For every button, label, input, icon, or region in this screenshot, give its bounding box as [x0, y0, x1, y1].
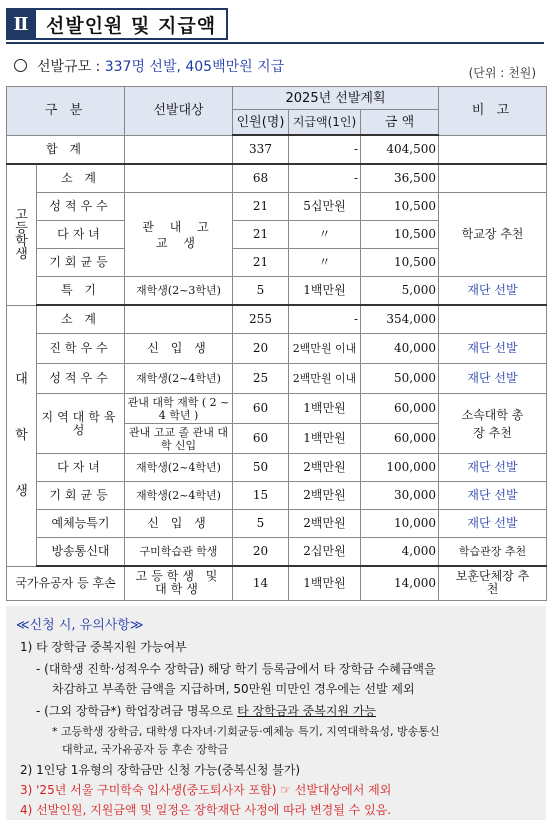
uni-group-label: 대학생 — [7, 305, 37, 566]
scale-line — [14, 56, 284, 76]
veteran-row: 국가유공자 등 후손 고등학생 및 대학생 14 1백만원 14,000 보훈단체장 추천 — [7, 566, 547, 600]
section-title: 선발인원 및 지급액 — [36, 8, 228, 40]
table-row: 지역대학육성 관내 대학 재학 ( 2 ~ 4 학년 ) 60 1백만원 60,000 소속대학 총장 추천 — [7, 394, 547, 424]
table-row: 다자녀 재학생(2~4학년) 50 2백만원 100,000 재단 선발 — [7, 454, 547, 482]
table-row: 특 기 재학생(2~3학년) 5 1백만원 5,000 재단 선발 — [7, 277, 547, 306]
hs-note: 학교장 추천 — [439, 193, 547, 277]
section-header — [6, 8, 228, 40]
veteran-note: 보훈단체장 추천 — [439, 566, 547, 600]
note-2: 2) 1인당 1유형의 장학금만 신청 가능(중복신청 불가) — [20, 763, 301, 777]
table-row: 기회균등 재학생(2~4학년) 15 2백만원 30,000 재단 선발 — [7, 482, 547, 510]
hs-subtotal-row: 고등학생 소 계 68 - 36,500 — [7, 164, 547, 193]
table-row: 진학우수 신 입 생 20 2백만원 이내 40,000 재단 선발 — [7, 334, 547, 364]
hs-target: 관 내 고 교 생 — [125, 193, 233, 277]
col-count: 인원(명) — [233, 110, 289, 136]
header-row — [7, 87, 547, 110]
veteran-name: 국가유공자 등 후손 — [7, 566, 125, 600]
header-rule — [6, 42, 544, 44]
hs-group-label: 고등학생 — [7, 164, 37, 305]
regional-name: 지역대학육성 — [37, 394, 125, 454]
circle-bullet-icon — [14, 59, 27, 72]
note-3: 3) '25년 서울 구미학숙 입사생(중도퇴사자 포함) ☞ 선발대상에서 제외 — [20, 783, 392, 797]
table-row: 다자녀 21 〃 10,500 — [7, 221, 547, 249]
col-target: 선발대상 — [125, 87, 233, 136]
note-1a-cont: 차감하고 부족한 금액을 지급하며, 50만원 미만인 경우에는 선발 제외 — [52, 682, 415, 696]
scale-value: 337명 선발, 405백만원 지급 — [104, 59, 285, 75]
note-1c-cont: 대학교, 국가유공자 등 후손 장학금 — [62, 743, 229, 756]
table-row: 성적우수 재학생(2~4학년) 25 2백만원 이내 50,000 재단 선발 — [7, 364, 547, 394]
uni-subtotal-row: 대학생 소 계 255 - 354,000 — [7, 305, 547, 334]
note-4: 4) 선발인원, 지원금액 및 일정은 장학재단 사정에 따라 변경될 수 있음. — [20, 803, 392, 817]
table-row: 방송통신대 구미학습관 학생 20 2십만원 4,000 학습관장 추천 — [7, 538, 547, 567]
unit-label: (단위 : 천원) — [468, 66, 536, 80]
regional-note: 소속대학 총장 추천 — [439, 394, 547, 454]
col-total: 금 액 — [361, 110, 439, 136]
note-1b: - (그외 장학금*) 학업장려금 명목으로 타 장학금과 중복지원 가능 — [36, 704, 377, 718]
table-row: 예체능특기 신 입 생 5 2백만원 10,000 재단 선발 — [7, 510, 547, 538]
table-row: 기회균등 21 〃 10,500 — [7, 249, 547, 277]
col-amount: 지급액(1인) — [289, 110, 361, 136]
notes-box — [6, 606, 546, 820]
col-category: 구 분 — [7, 87, 125, 136]
col-plan: 2025년 선발계획 — [233, 87, 439, 110]
note-1a: - (대학생 진학·성적우수 장학금) 해당 학기 등록금에서 타 장학금 수혜금액을 — [36, 662, 436, 676]
table-row: 성적우수 관 내 고 교 생 21 5십만원 10,500 학교장 추천 — [7, 193, 547, 221]
total-label: 합 계 — [7, 135, 125, 164]
scholarship-table — [6, 86, 547, 601]
note-1: 1) 타 장학금 중복지원 가능여부 — [20, 640, 187, 654]
section-number: Ⅱ — [6, 8, 36, 40]
total-row: 합 계 337 - 404,500 — [7, 135, 547, 164]
note-1c: * 고등학생 장학금, 대학생 다자녀·기회균등·예체능 특기, 지역대학육성, 방송통신 — [52, 725, 440, 738]
scale-label: 선발규모 : — [37, 59, 105, 75]
col-note: 비 고 — [439, 87, 547, 136]
notes-title: ≪신청 시, 유의사항≫ — [16, 618, 144, 633]
table-row: 관내 고교 졸 관내 대학 신입 60 1백만원 60,000 — [7, 424, 547, 454]
